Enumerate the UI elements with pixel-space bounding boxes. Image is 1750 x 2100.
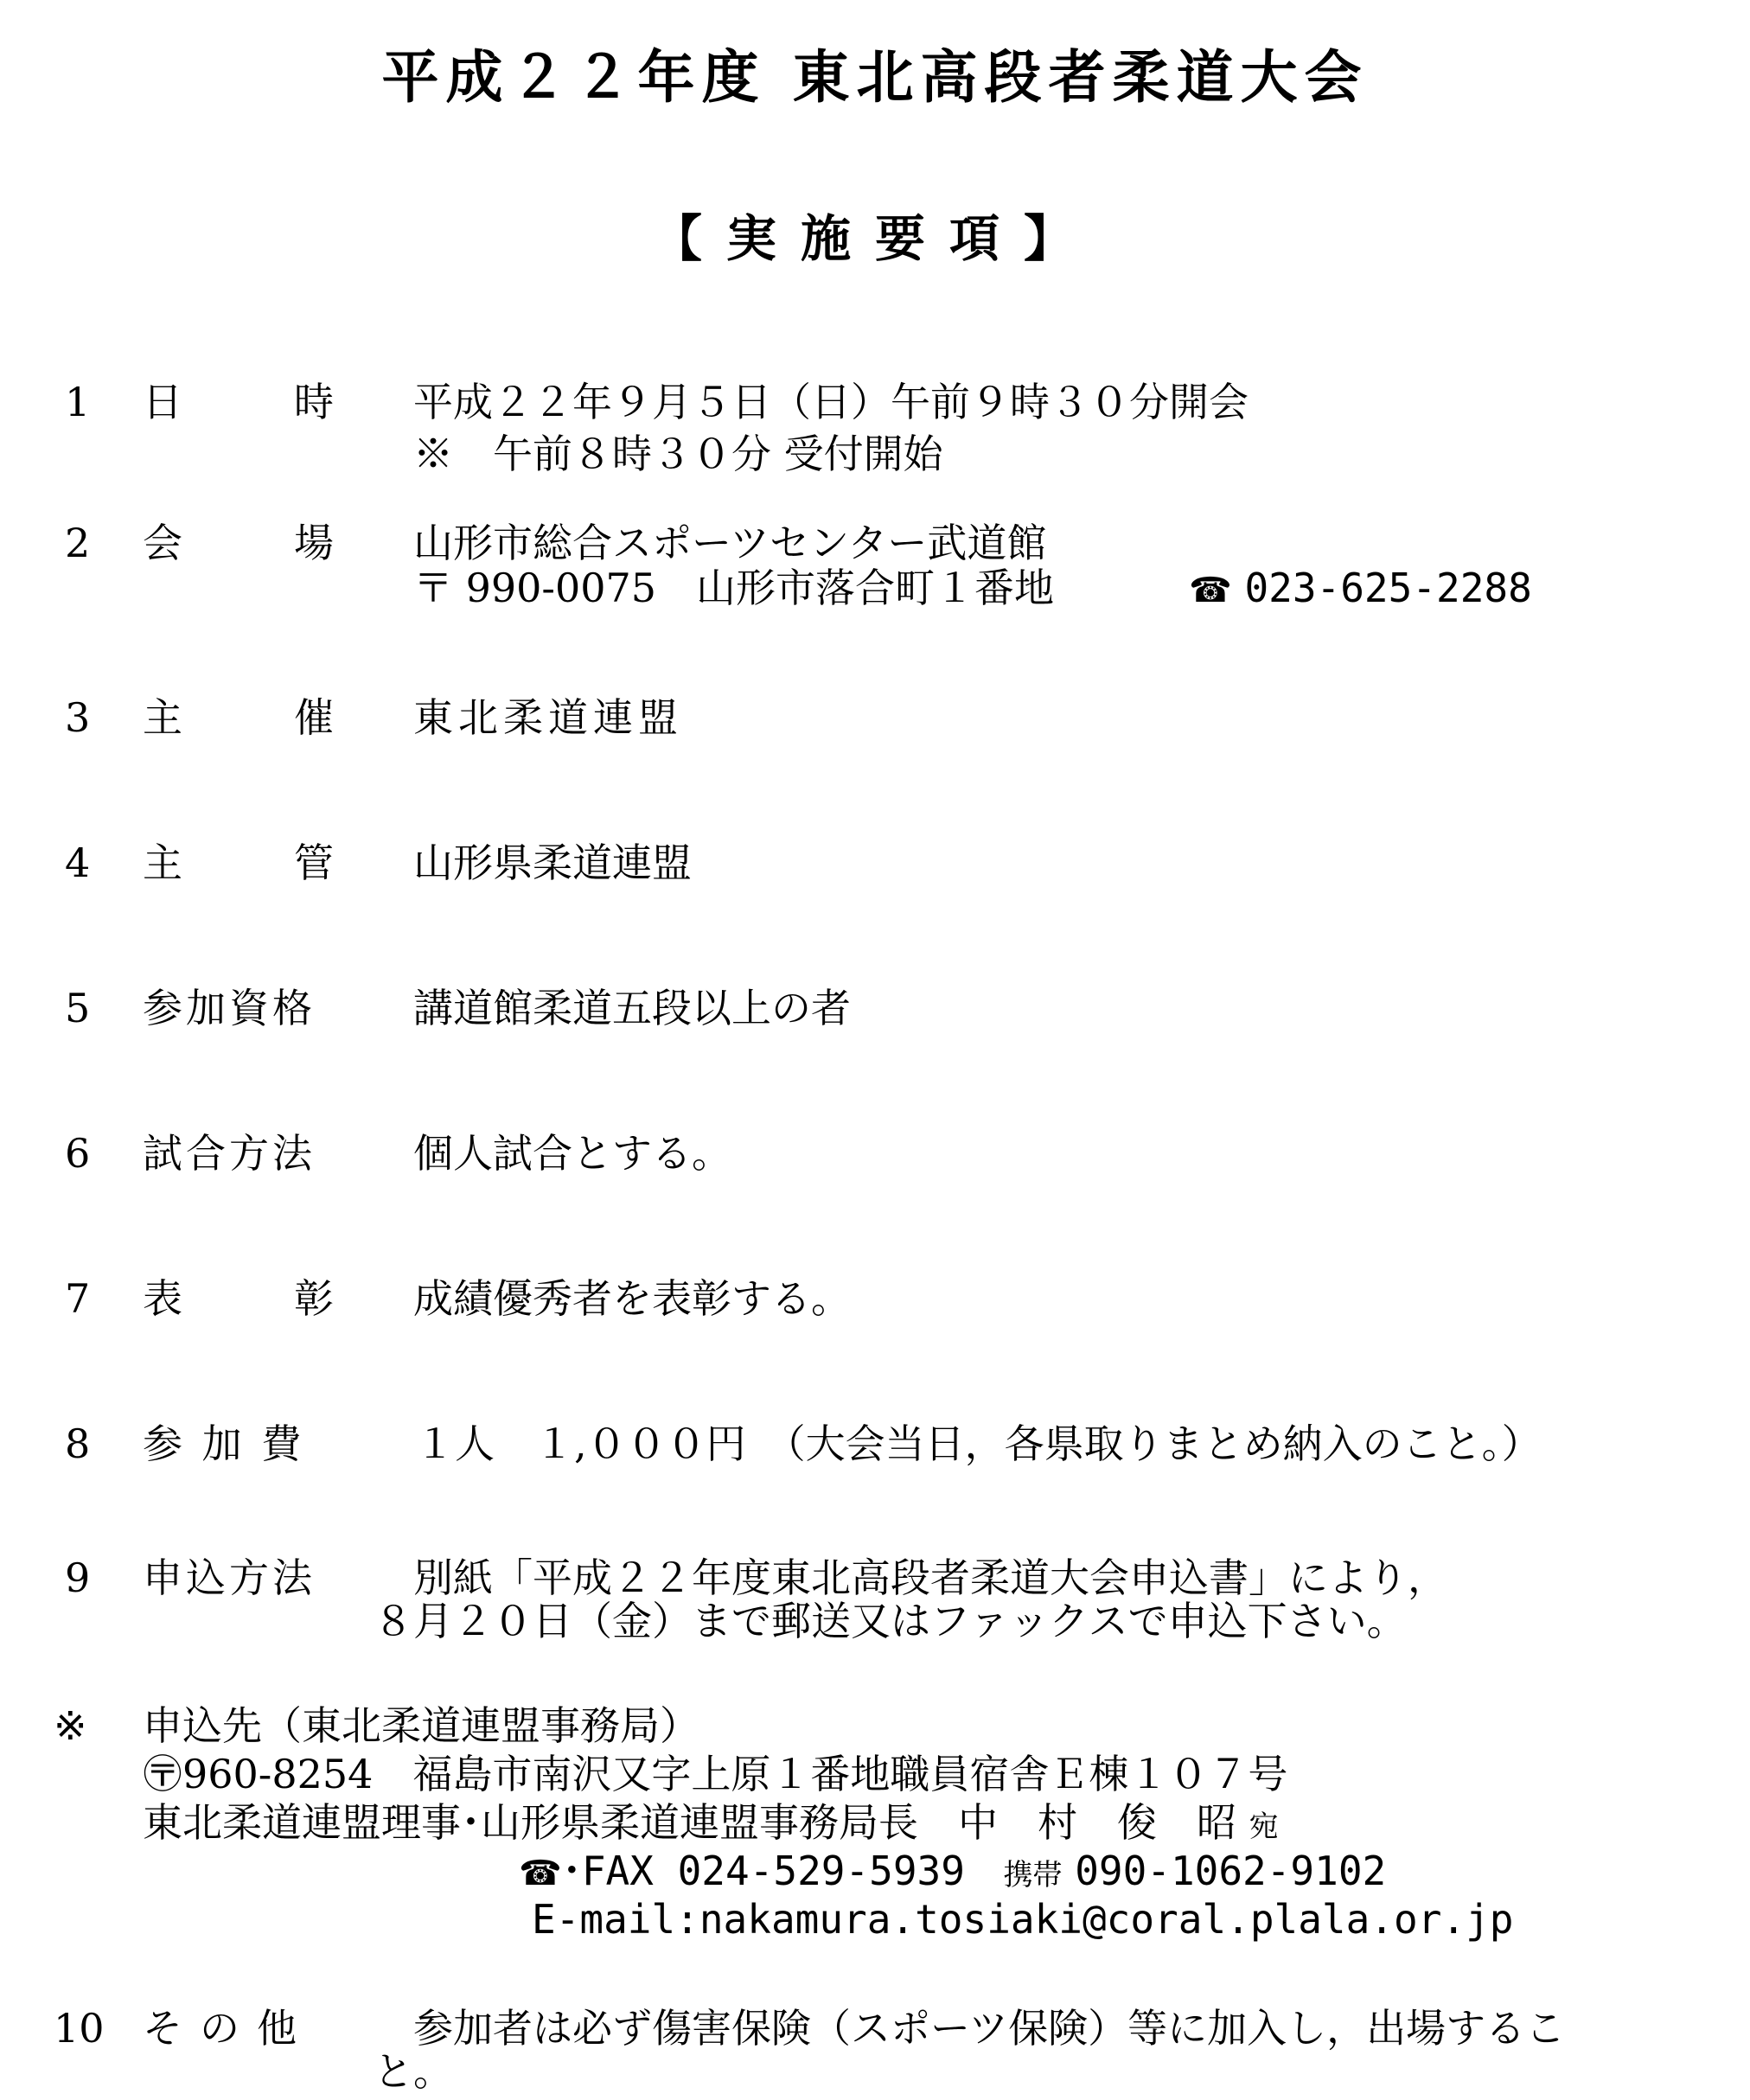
item-label: その他 bbox=[143, 2005, 314, 2052]
item-content-line: 成績優秀者を表彰する。 bbox=[413, 1275, 851, 1322]
phone-icon: ☎ bbox=[519, 1854, 562, 1893]
contact-mobile-label: 携帯 bbox=[1003, 1858, 1063, 1893]
item-label-part: 主 bbox=[143, 839, 182, 886]
item-label-part: 場 bbox=[294, 520, 334, 566]
item-content-line: ※ 午前８時３０分 受付開始 bbox=[413, 431, 943, 477]
document-subtitle: 【実施要項】 bbox=[651, 209, 1098, 268]
item-content-line: 東北柔道連盟 bbox=[413, 694, 683, 741]
item-label: 申込方法 bbox=[143, 1554, 316, 1601]
venue-phone-number: 023-625-2288 bbox=[1244, 565, 1532, 611]
item-content-line: と。 bbox=[374, 2048, 453, 2095]
phone-icon: ☎ bbox=[1189, 571, 1232, 610]
item-number: 10 bbox=[54, 2005, 105, 2052]
item-label: 試合方法 bbox=[143, 1130, 316, 1177]
item-content-line: 山形県柔道連盟 bbox=[413, 839, 692, 886]
item-content-line: ８月２０日（金）まで郵送又はファックスで申込下さい。 bbox=[374, 1598, 1407, 1644]
item-label-part: 会 bbox=[143, 520, 182, 566]
item-number: 8 bbox=[65, 1420, 91, 1467]
contact-phone-fax bbox=[519, 1847, 1386, 1899]
contact-address-text: 960-8254 福島市南沢又字上原１番地職員宿舎Ｅ棟１０７号 bbox=[182, 1751, 1288, 1797]
item-number: 9 bbox=[65, 1554, 91, 1601]
contact-email[interactable]: E-mail:nakamura.tosiaki@coral.plala.or.jp bbox=[532, 1896, 1514, 1943]
item-content-line: 個人試合とする。 bbox=[413, 1130, 731, 1177]
contact-person-name: 東北柔道連盟理事･山形県柔道連盟事務局長 中 村 俊 昭 bbox=[143, 1799, 1236, 1846]
contact-heading: 申込先（東北柔道連盟事務局） bbox=[143, 1702, 699, 1749]
item-label-part: 時 bbox=[294, 379, 334, 425]
item-label: 参加資格 bbox=[143, 985, 316, 1031]
item-label-part: 管 bbox=[294, 839, 334, 886]
contact-person-suffix: 宛 bbox=[1249, 1810, 1279, 1844]
contact-address bbox=[143, 1750, 1287, 1798]
item-label-part: 表 bbox=[143, 1275, 182, 1322]
item-number: 6 bbox=[65, 1130, 91, 1177]
item-number: 7 bbox=[65, 1275, 91, 1322]
item-content-line: 〒 990-0075 山形市落合町１番地 bbox=[413, 565, 1055, 611]
item-number: 2 bbox=[65, 520, 91, 566]
item-content-line: １人 １,０００円 （大会当日，各県取りまとめ納入のこと。） bbox=[415, 1420, 1542, 1467]
item-label-part: 日 bbox=[143, 379, 182, 425]
item-label-part: 催 bbox=[294, 694, 334, 741]
item-number: 3 bbox=[65, 694, 91, 741]
item-content-line: 講道館柔道五段以上の者 bbox=[413, 985, 851, 1031]
contact-person bbox=[143, 1798, 1279, 1851]
item-content-line: 山形市総合スポーツセンター武道館 bbox=[413, 520, 1047, 566]
item-content-line: 平成２２年９月５日（日）午前９時３０分開会 bbox=[413, 379, 1249, 425]
contact-fax: ･FAX 024-529-5939 bbox=[561, 1848, 965, 1894]
item-label: 参 加 費 bbox=[143, 1420, 305, 1467]
postal-mark-icon: 〶 bbox=[143, 1751, 182, 1797]
item-label-part: 彰 bbox=[294, 1275, 334, 1322]
item-content-line: 参加者は必ず傷害保険（スポーツ保険）等に加入し，出場するこ bbox=[413, 2005, 1566, 2052]
note-mark: ※ bbox=[54, 1702, 87, 1749]
contact-mobile: 090-1062-9102 bbox=[1075, 1848, 1387, 1894]
item-content-line: 別紙「平成２２年度東北高段者柔道大会申込書」により， bbox=[413, 1554, 1447, 1601]
document-title: 平成２２年度 東北高段者柔道大会 bbox=[381, 44, 1369, 111]
venue-phone bbox=[1189, 564, 1532, 615]
item-number: 5 bbox=[65, 985, 91, 1031]
item-number: 4 bbox=[65, 839, 91, 886]
item-number: 1 bbox=[65, 379, 91, 425]
item-label-part: 主 bbox=[143, 694, 182, 741]
